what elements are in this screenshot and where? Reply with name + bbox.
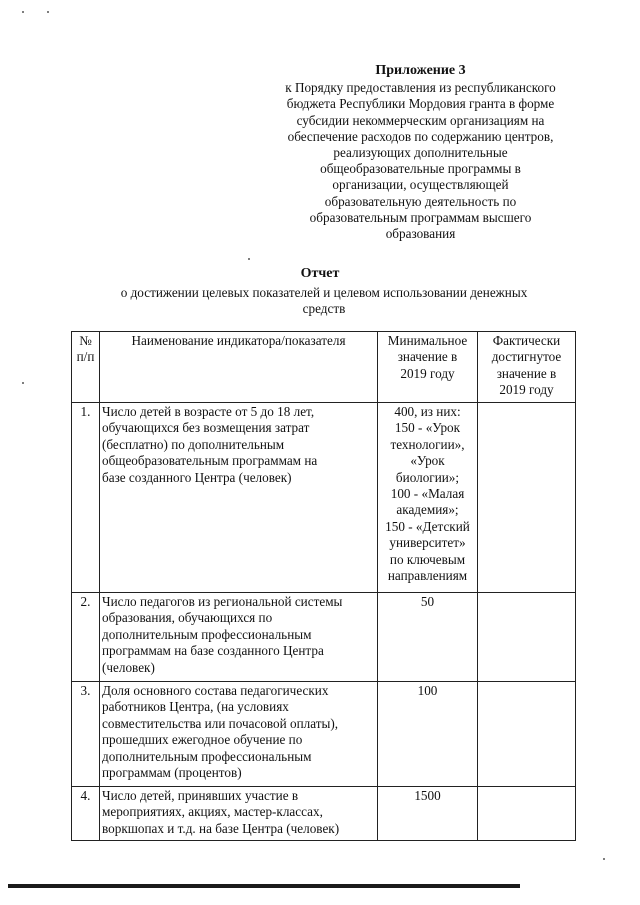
row-indicator-name <box>100 593 378 682</box>
row-indicator-name <box>100 682 378 787</box>
cell-line: прошедших ежегодное обучение по <box>102 732 303 748</box>
appendix-line: к Порядку предоставления из республиканского <box>285 80 556 96</box>
row-min-value <box>378 787 478 841</box>
cell-line: Доля основного состава педагогических <box>102 683 329 698</box>
appendix-line: образовательную деятельность по <box>324 193 517 209</box>
cell-line: по ключевым <box>389 551 466 567</box>
cell-line: 400, из них: <box>394 404 461 419</box>
cell-line: работников Центра, (на условиях <box>102 699 289 715</box>
table-row <box>72 403 576 593</box>
report-subtitle-line: средств <box>302 301 346 316</box>
cell-line: академия»; <box>396 502 459 518</box>
appendix-title: Приложение 3 <box>375 63 466 78</box>
header-line: № <box>79 333 92 348</box>
scan-speck <box>603 858 605 860</box>
cell-line: совместительства или почасовой оплаты), <box>102 715 339 731</box>
report-subtitle-line: о достижении целевых показателей и целевом использовании денежных <box>120 285 528 300</box>
cell-line: Число педагогов из региональной системы <box>102 594 343 609</box>
appendix-line: общеобразовательные программы в <box>320 161 521 177</box>
header-num <box>72 332 100 403</box>
cell-line: общеобразовательным программам на <box>102 453 318 469</box>
cell-line: Число детей в возрасте от 5 до 18 лет, <box>102 404 315 419</box>
scan-speck <box>22 382 24 384</box>
cell-line: «Урок <box>410 453 445 469</box>
cell-line: программам на базе созданного Центра <box>102 643 324 659</box>
cell-line: дополнительным профессиональным <box>102 626 312 642</box>
header-line: п/п <box>76 349 95 365</box>
scan-edge-bar <box>8 884 520 888</box>
header-line: Минимальное <box>387 333 468 348</box>
appendix-line: бюджета Республики Мордовия гранта в форме <box>286 96 555 112</box>
cell-line: университет» <box>389 535 466 551</box>
row-min-value <box>378 682 478 787</box>
header-line: достигнутое <box>491 349 562 365</box>
cell-line: базе созданного Центра (человек) <box>102 469 292 485</box>
header-line: 2019 году <box>400 365 455 381</box>
header-line: Фактически <box>492 333 561 348</box>
appendix-line: образования <box>385 226 456 242</box>
appendix-line: организации, осуществляющей <box>332 177 509 193</box>
row-min-value <box>378 403 478 593</box>
cell-line: технологии», <box>390 436 465 452</box>
header-line: Наименование индикатора/показателя <box>131 333 346 348</box>
table-header-row <box>72 332 576 403</box>
scan-speck <box>47 11 49 13</box>
appendix-block <box>248 63 593 242</box>
cell-line: образования, обучающихся по <box>102 610 273 626</box>
header-actual-value <box>478 332 576 403</box>
table-row <box>72 682 576 787</box>
appendix-line: обеспечение расходов по содержанию центров, <box>287 128 554 144</box>
cell-line: 100 - «Малая <box>390 486 465 502</box>
cell-line: биологии»; <box>395 469 460 485</box>
cell-line: обучающихся без возмещения затрат <box>102 420 310 436</box>
header-line: значение в <box>397 349 458 365</box>
row-number: 1. <box>72 403 100 593</box>
row-indicator-name <box>100 403 378 593</box>
cell-line: (человек) <box>102 659 155 675</box>
row-indicator-name <box>100 787 378 841</box>
cell-line: 150 - «Урок <box>394 420 461 436</box>
indicators-table <box>71 331 576 841</box>
row-number: 4. <box>72 787 100 841</box>
header-line: значение в <box>496 365 557 381</box>
cell-line: направлениям <box>387 568 468 584</box>
table-row <box>72 787 576 841</box>
row-min-value <box>378 593 478 682</box>
cell-line: Число детей, принявших участие в <box>102 788 299 803</box>
table-row <box>72 593 576 682</box>
appendix-text <box>248 80 593 242</box>
row-actual-value <box>478 593 576 682</box>
cell-line: программам (процентов) <box>102 765 242 781</box>
report-title: Отчет <box>300 266 340 281</box>
report-subtitle <box>84 285 564 317</box>
row-number: 2. <box>72 593 100 682</box>
appendix-line: субсидии некоммерческим организациям на <box>296 112 545 128</box>
row-actual-value <box>478 403 576 593</box>
row-number: 3. <box>72 682 100 787</box>
header-line: 2019 году <box>499 382 554 398</box>
scan-speck <box>248 258 250 260</box>
row-actual-value <box>478 682 576 787</box>
cell-line: дополнительным профессиональным <box>102 748 312 764</box>
cell-line: 1500 <box>414 788 441 803</box>
cell-line: мероприятиях, акциях, мастер-классах, <box>102 804 323 820</box>
scan-speck <box>22 11 24 13</box>
cell-line: 100 <box>417 683 438 698</box>
row-actual-value <box>478 787 576 841</box>
table-body <box>72 332 576 841</box>
cell-line: 50 <box>420 594 435 609</box>
cell-line: (бесплатно) по дополнительным <box>102 436 285 452</box>
cell-line: 150 - «Детский <box>385 518 470 534</box>
appendix-line: образовательным программам высшего <box>309 209 532 225</box>
cell-line: воркшопах и т.д. на базе Центра (человек) <box>102 820 340 836</box>
header-name <box>100 332 378 403</box>
appendix-line: реализующих дополнительные <box>333 145 508 161</box>
header-min-value <box>378 332 478 403</box>
